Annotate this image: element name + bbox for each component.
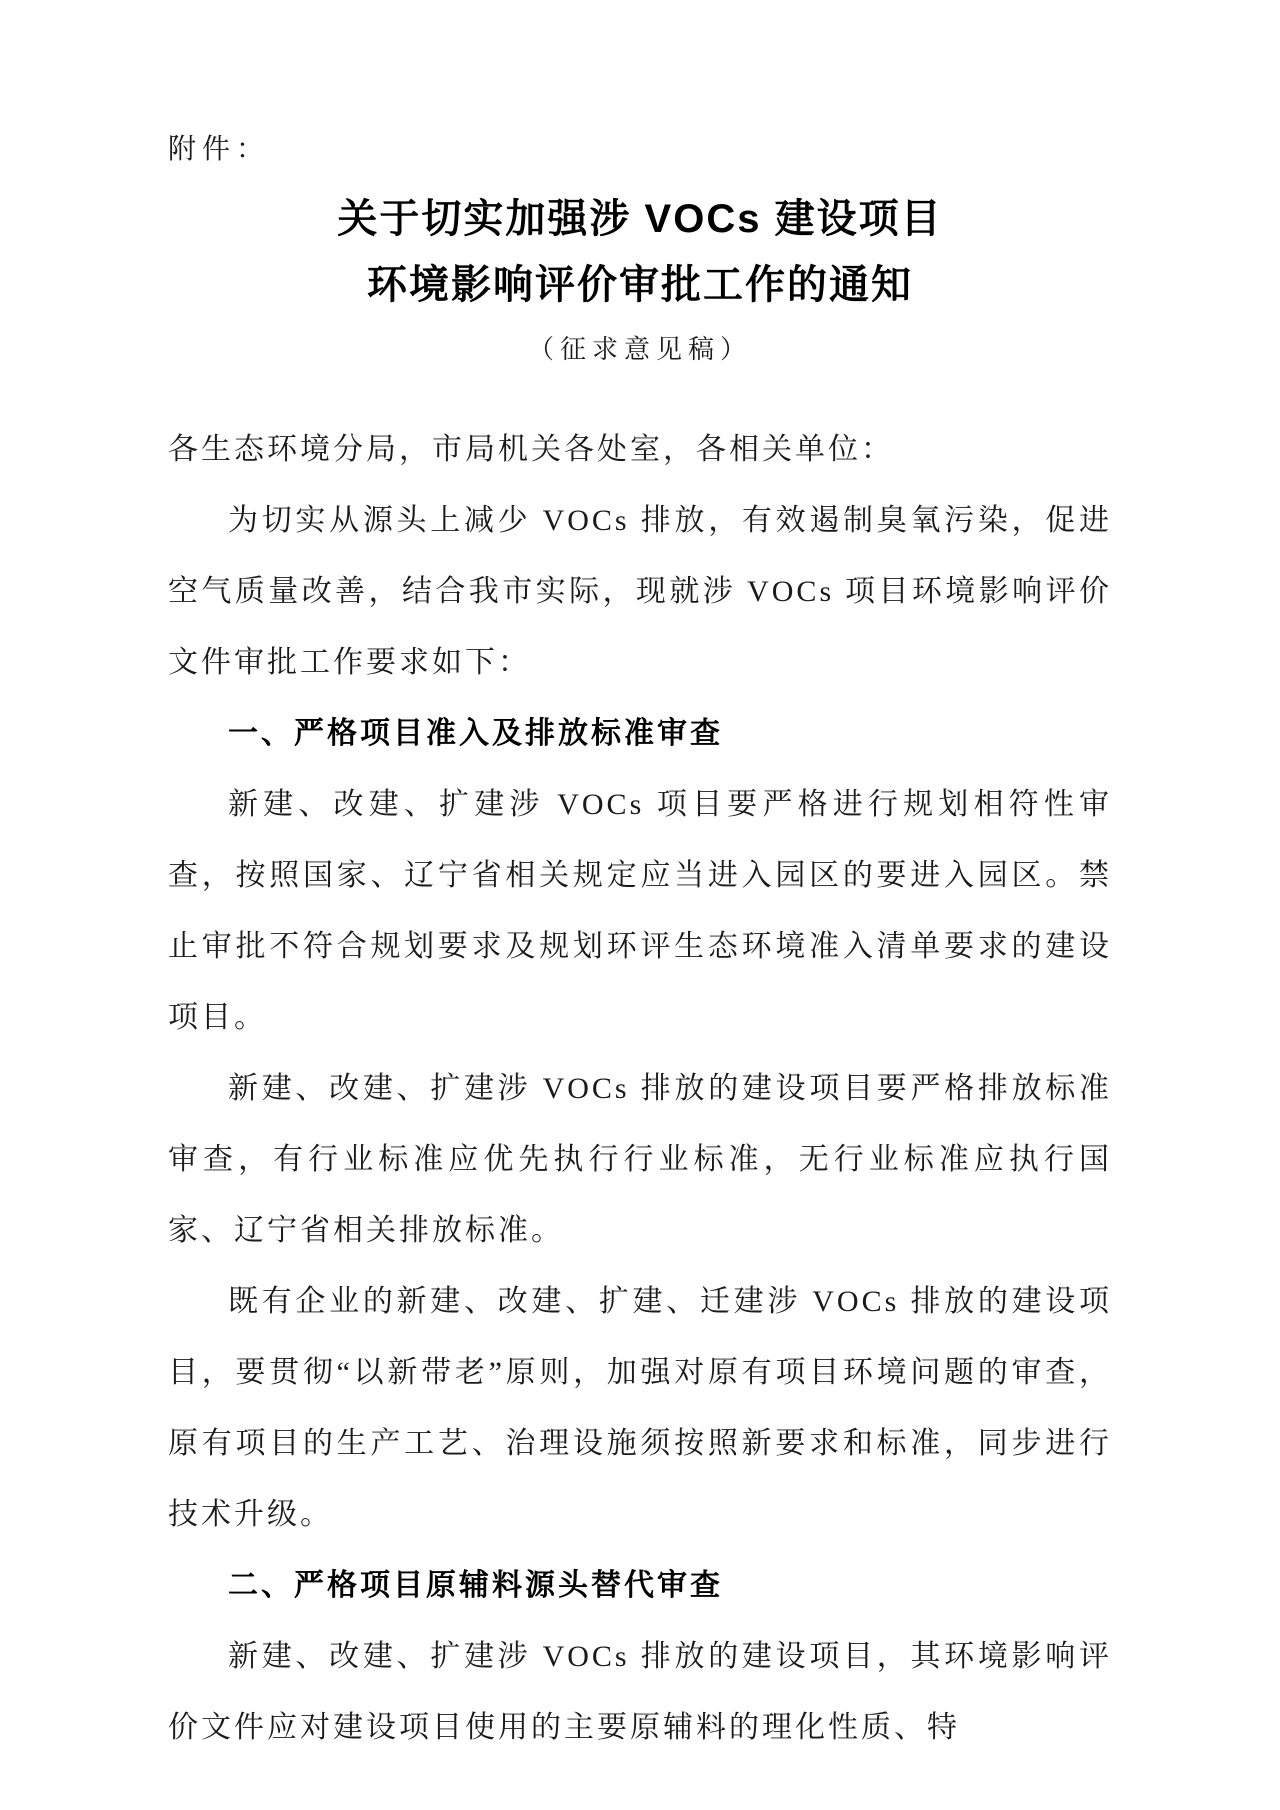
salutation-line: 各生态环境分局，市局机关各处室，各相关单位： — [168, 433, 894, 466]
document-title — [168, 186, 1112, 318]
document-body — [168, 414, 1112, 1763]
intro-paragraph: 为切实从源头上减少 VOCs 排放，有效遏制臭氧污染，促进空气质量改善，结合我市实际，现就涉 VOCs 项目环境影响评价文件审批工作要求如下： — [168, 504, 1112, 679]
document-title-line-2: 环境影响评价审批工作的通知 — [367, 263, 913, 307]
section-1-paragraph-1: 新建、改建、扩建涉 VOCs 项目要严格进行规划相符性审查，按照国家、辽宁省相关规定应当进入园区的要进入园区。禁止审批不符合规划要求及规划环评生态环境准入清单要求的建设项目。 — [168, 788, 1112, 1034]
section-2-heading: 二、严格项目原辅料源头替代审查 — [228, 1569, 723, 1602]
section-1-heading: 一、严格项目准入及排放标准审查 — [228, 717, 723, 750]
document-title-line-1: 关于切实加强涉 VOCs 建设项目 — [337, 197, 943, 241]
attachment-label: 附件： — [168, 134, 271, 165]
section-1-paragraph-2: 新建、改建、扩建涉 VOCs 排放的建设项目要严格排放标准审查，有行业标准应优先执行行业标准，无行业标准应执行国家、辽宁省相关排放标准。 — [168, 1072, 1112, 1247]
document-subtitle: （征求意见稿） — [527, 335, 752, 364]
section-2-paragraph-1: 新建、改建、扩建涉 VOCs 排放的建设项目，其环境影响评价文件应对建设项目使用的主要原辅料的理化性质、特 — [168, 1640, 1112, 1744]
section-1-paragraph-3: 既有企业的新建、改建、扩建、迁建涉 VOCs 排放的建设项目，要贯彻“以新带老”原则，加强对原有项目环境问题的审查，原有项目的生产工艺、治理设施须按照新要求和标准，同步进行技术升级。 — [168, 1285, 1112, 1531]
